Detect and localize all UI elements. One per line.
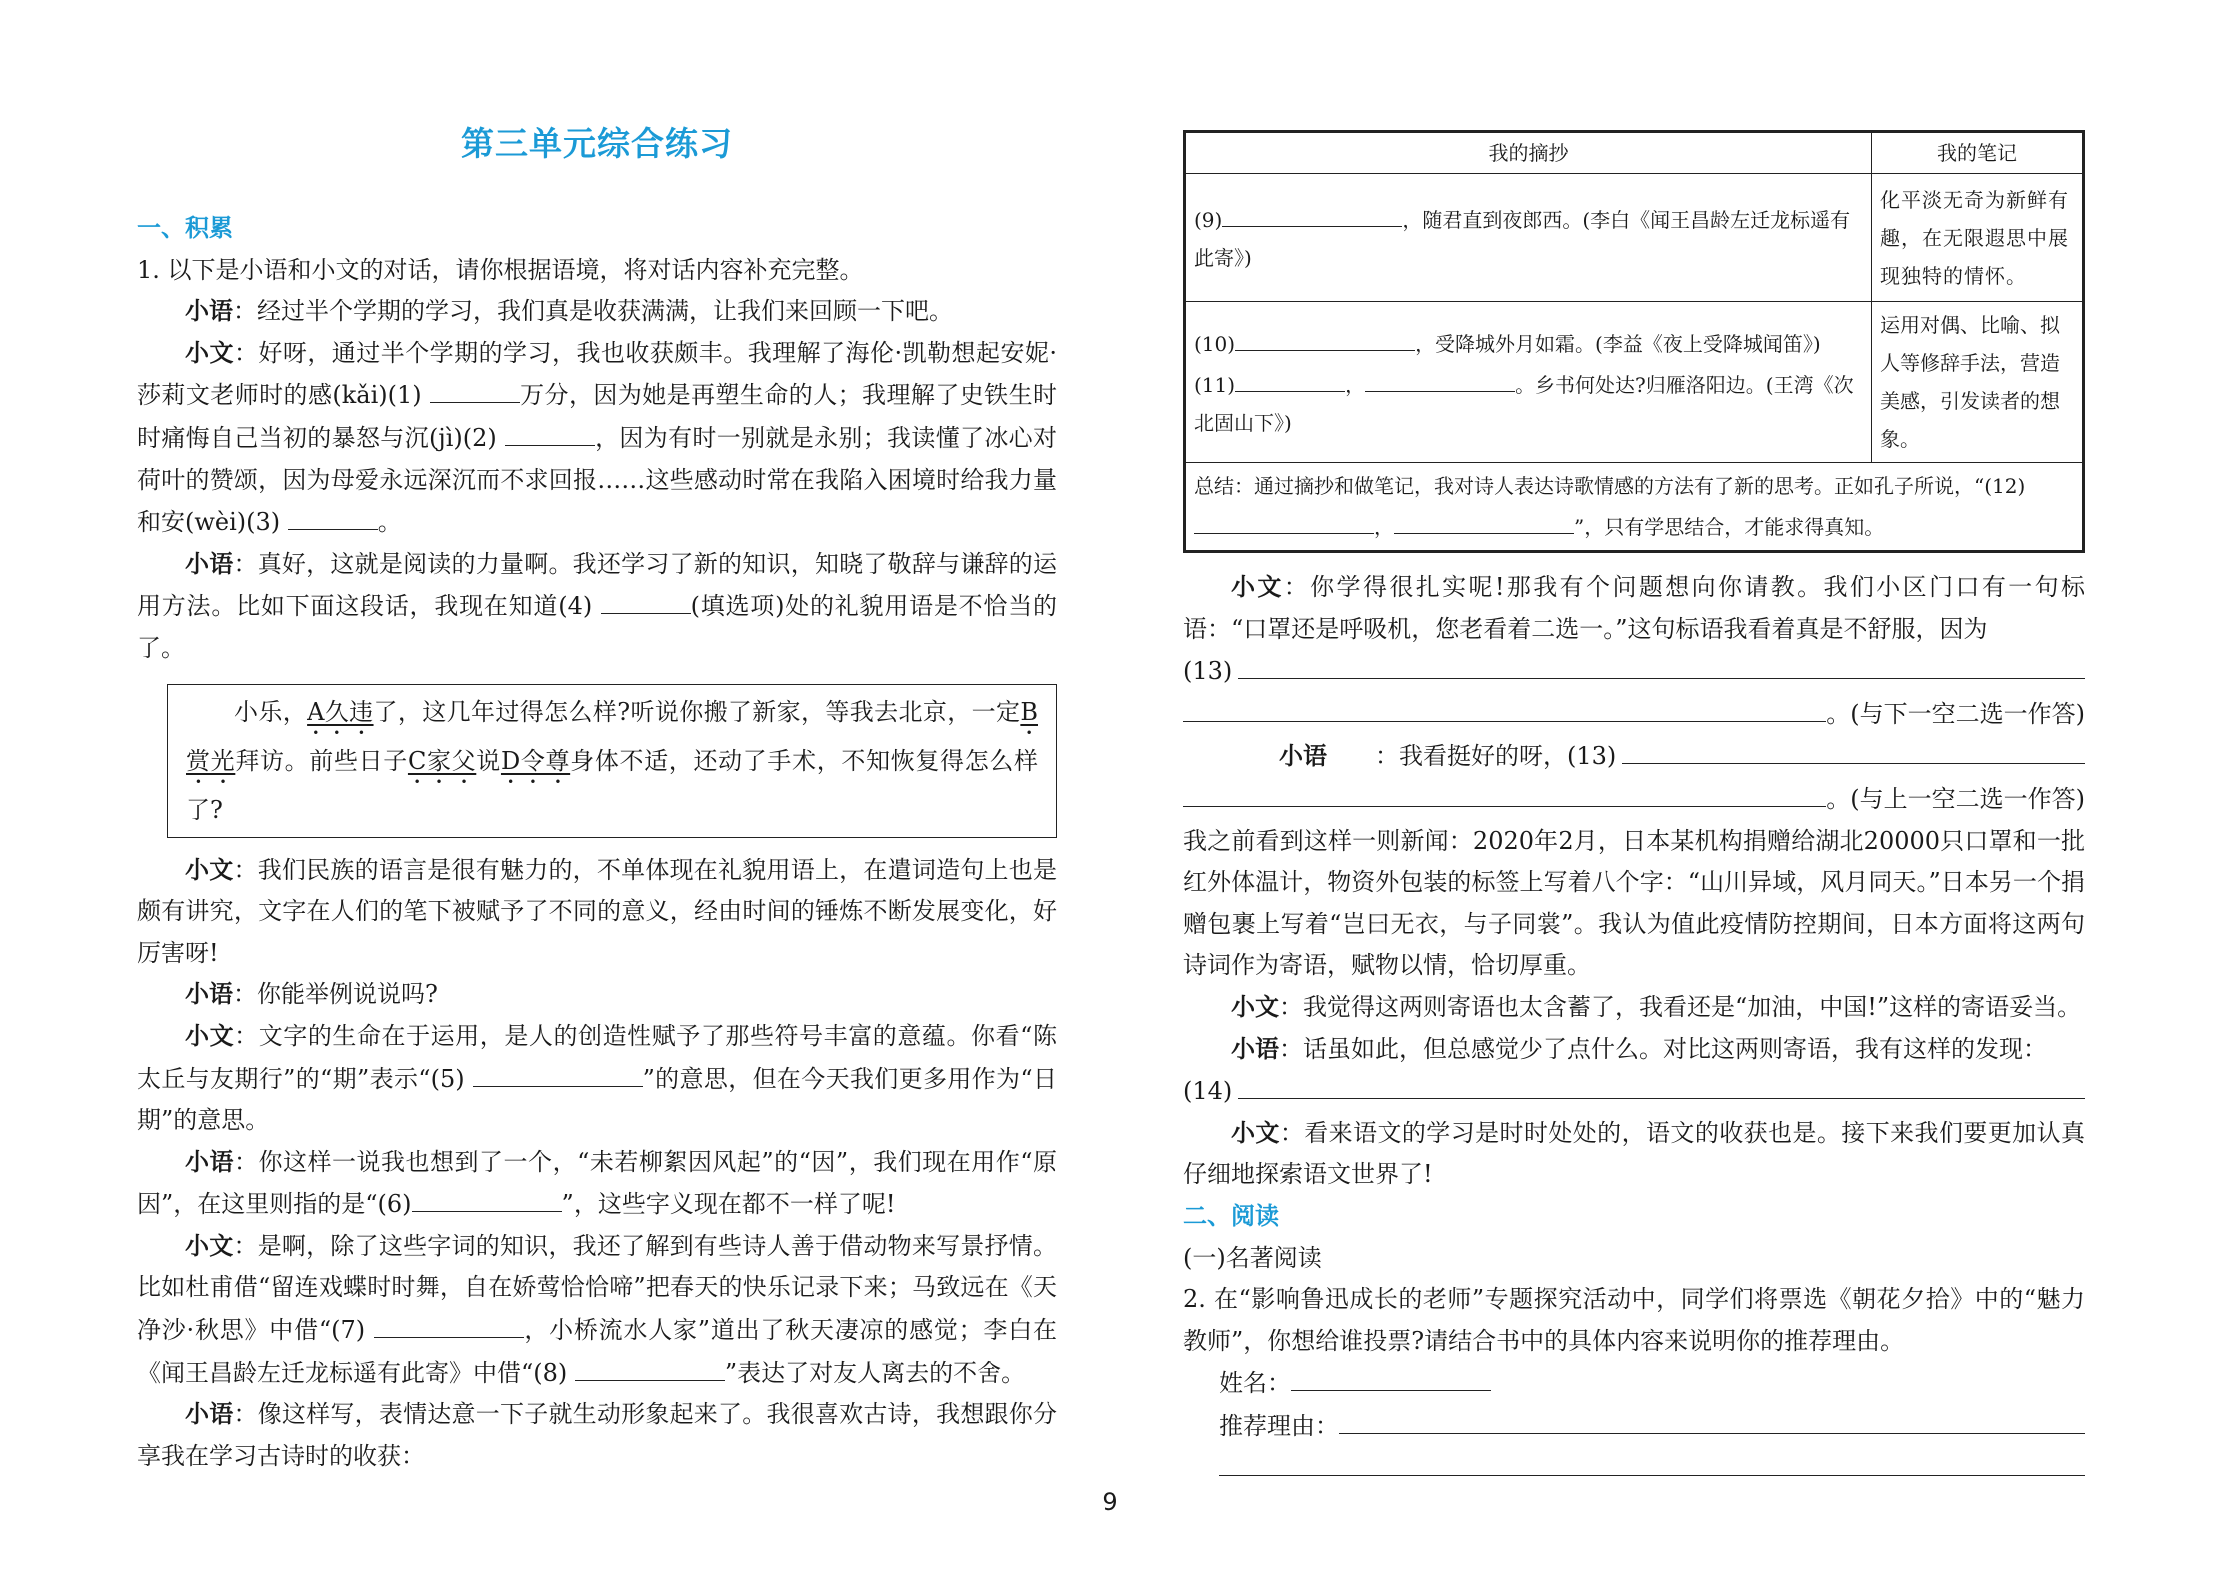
- right-content: [1183, 130, 2085, 1476]
- reason-input-line-2[interactable]: [1219, 1447, 2085, 1476]
- summary-text: ，: [1374, 515, 1394, 539]
- table-header-excerpt: 我的摘抄: [1186, 133, 1872, 174]
- name-input-line[interactable]: [1291, 1362, 1491, 1391]
- excerpt-text: ，: [1345, 373, 1366, 397]
- option-c: C家父: [407, 746, 477, 775]
- dialogue-line-4: [137, 850, 1057, 975]
- speaker-label: 小文: [1231, 1118, 1280, 1147]
- item-number: (10): [1194, 332, 1236, 356]
- option-a: A久违: [307, 697, 374, 726]
- blank-12a[interactable]: [1194, 505, 1374, 534]
- excerpt-text: 。乡书何处达?归雁洛阳边。(王湾《次北固山下》): [1194, 373, 1854, 435]
- item-number: (9): [1194, 208, 1223, 232]
- answer-line-14: [1183, 1070, 2085, 1113]
- dialogue-line-7: [137, 1142, 1057, 1226]
- blank-7[interactable]: [374, 1309, 524, 1338]
- reason-field-row-2: [1183, 1447, 2085, 1476]
- answer-line-13a-cont: [1183, 693, 2085, 736]
- item-number: (14): [1183, 1077, 1233, 1106]
- speaker-label: 小文: [185, 338, 234, 367]
- answer-line-13b-cont: [1183, 778, 2085, 821]
- speaker-label: 小语: [185, 1400, 234, 1429]
- answer-line-13a: [1183, 650, 2085, 693]
- speaker-label: 小语: [1231, 1034, 1279, 1063]
- summary-text: ”，只有学思结合，才能求得真知。: [1574, 515, 1885, 539]
- speaker-label: 小文: [1231, 992, 1279, 1021]
- page-title: 第三单元综合练习: [461, 124, 733, 163]
- dialogue-text: ：你学得很扎实呢!那我有个问题想向你请教。我们小区门口有一句标语：“口罩还是呼吸机，您老看着二选一。”这句标语我看着真是不舒服，因为: [1183, 573, 2085, 643]
- blank-13b-line2[interactable]: [1183, 778, 1826, 807]
- news-paragraph: 我之前看到这样一则新闻：2020年2月，日本某机构捐赠给湖北20000只口罩和一批红外体温计，物资外包装的标签上写着八个字：“山川异域，风月同天。”日本另一个捐赠包裹上写着“岂曰无衣，与子同裳”。我认为值此疫情防控期间，日本方面将这两句诗词作为寄语，赋物以情，恰切厚重。: [1183, 826, 2085, 980]
- blank-12b[interactable]: [1394, 505, 1574, 534]
- left-content: [137, 208, 1057, 1477]
- dialogue-text: ”表达了对友人离去的不舍。: [724, 1358, 1026, 1387]
- box-text: 拜访。前些日子: [235, 746, 408, 775]
- box-text: 了，这几年过得怎么样?听说你搬了新家，等我去北京，一定: [373, 697, 1021, 726]
- reason-label: 推荐理由：: [1219, 1411, 1339, 1440]
- right-dialogue: [1183, 567, 2085, 1476]
- speaker-label: 小语: [185, 549, 234, 578]
- table-summary-row: [1186, 463, 2083, 551]
- dialogue-text: ：我们民族的语言是很有魅力的，不单体现在礼貌用语上，在遣词造句上也是颇有讲究，文字在人们的笔下被赋予了不同的意义，经由时间的锤炼不断发展变化，好厉害呀!: [137, 855, 1058, 967]
- dialogue-text: ：像这样写，表情达意一下子就生动形象起来了。我很喜欢古诗，我想跟你分享我在学习古诗时的收获：: [137, 1400, 1058, 1470]
- table-cell-note-1: 化平淡无奇为新鲜有趣，在无限遐思中展现独特的情怀。: [1872, 174, 2083, 302]
- item-number: (11): [1194, 373, 1236, 397]
- dialogue-line-5: [137, 974, 1057, 1016]
- subsection-heading: (一)名著阅读: [1183, 1243, 1322, 1272]
- speaker-label: 小文: [1231, 573, 1284, 601]
- notes-table: [1185, 132, 2083, 551]
- question-2-stem: 2. 在“影响鲁迅成长的老师”专题探究活动中，同学们将票选《朝花夕拾》中的“魅力教师”，你想给谁投票?请结合书中的具体内容来说明你的推荐理由。: [1183, 1285, 2085, 1355]
- blank-9[interactable]: [1222, 198, 1402, 227]
- dialogue-text: ：好呀，通过半个学期的学习，我也收获颇丰。我理解了海伦·凯勒想起安妮·莎莉文老师时的感(kǎi)(1): [137, 338, 1057, 410]
- dialogue-line-9: [137, 1394, 1057, 1477]
- blank-11b[interactable]: [1365, 363, 1515, 392]
- name-label: 姓名：: [1219, 1369, 1291, 1398]
- speaker-label: 小语: [185, 980, 233, 1009]
- box-text: 身体不适，还动了手术，不知恢复得怎么样了?: [186, 746, 1039, 824]
- blank-10[interactable]: [1235, 322, 1415, 351]
- dialogue-text: 万分，因为她是再塑生命的人；我理解了史铁生时时痛悔自己当初的暴怒与沉(jì)(2): [137, 381, 1058, 452]
- dialogue-line-13: [1183, 1029, 2085, 1071]
- blank-13a-line1[interactable]: [1238, 650, 2085, 679]
- blank-14[interactable]: [1238, 1070, 2085, 1099]
- table-cell-excerpt-2: [1186, 302, 1872, 463]
- note-text: 。(与上一空二选一作答): [1826, 784, 2085, 813]
- dialogue-text: ，小桥流水人家”道出了秋天凄凉的感觉；李白在《闻王昌龄左迁龙标遥有此寄》中借“(8): [137, 1316, 1057, 1387]
- dialogue-text: ”的意思，但在今天我们更多用作为“日期”的意思。: [137, 1064, 1057, 1135]
- dialogue-text: ：看来语文的学习是时时处处的，语文的收获也是。接下来我们要更加认真仔细地探索语文世界了!: [1183, 1118, 2086, 1189]
- dialogue-text: ：你这样一说我也想到了一个，“未若柳絮因风起”的“因”，我们现在用作“原因”，在这里则指的是“(6): [137, 1147, 1057, 1219]
- blank-1[interactable]: [430, 374, 520, 403]
- table-cell-excerpt-1: [1186, 174, 1872, 302]
- dialogue-text: (填选项)处的礼貌用语是不恰当的了。: [137, 592, 1057, 662]
- dialogue-text: ：我看挺好的呀，(13): [1375, 742, 1617, 771]
- dialogue-line-8: [137, 1226, 1057, 1394]
- summary-text: 总结：通过摘抄和做笔记，我对诗人表达诗歌情感的方法有了新的思考。正如孔子所说，“(12): [1194, 474, 2026, 498]
- name-field-row: [1183, 1362, 2085, 1405]
- option-d: D令尊: [500, 746, 571, 775]
- blank-2[interactable]: [505, 417, 595, 446]
- item-number: (13): [1183, 657, 1233, 686]
- section-heading-reading: 二、阅读: [1183, 1201, 1279, 1230]
- dialogue-text: ：经过半个学期的学习，我们真是收获满满，让我们来回顾一下吧。: [233, 297, 953, 326]
- reason-input-line-1[interactable]: [1339, 1405, 2085, 1434]
- speaker-label: 小文: [185, 855, 234, 884]
- reason-field-row: [1183, 1405, 2085, 1448]
- note-text: 。(与下一空二选一作答): [1826, 699, 2085, 728]
- dialogue-text: ：文字的生命在于运用，是人的创造性赋予了那些符号丰富的意蕴。你看“陈太丘与友期行”的“期”表示“(5): [137, 1021, 1057, 1093]
- dialogue-text: ：我觉得这两则寄语也太含蓄了，我看还是“加油，中国!”这样的寄语妥当。: [1279, 992, 2082, 1021]
- speaker-label: 小文: [185, 1231, 234, 1260]
- blank-6[interactable]: [412, 1183, 562, 1212]
- notes-table-wrapper: [1183, 130, 2085, 553]
- dialogue-line-3: [137, 544, 1057, 670]
- blank-5[interactable]: [473, 1058, 643, 1087]
- dialogue-line-6: [137, 1016, 1057, 1142]
- question-1-stem: 1. 以下是小语和小文的对话，请你根据语境，将对话内容补充完整。: [137, 255, 864, 284]
- blank-13b-line1[interactable]: [1622, 735, 2085, 764]
- blank-13a-line2[interactable]: [1183, 693, 1826, 722]
- dialogue-line-10: [1183, 567, 2085, 650]
- speaker-label: 小语: [185, 297, 233, 326]
- dialogue-line-11: [1183, 735, 2085, 778]
- dialogue-line-1: [137, 291, 1057, 333]
- dialogue-text: ，因为有时一别就是永别；我读懂了冰心对荷叶的赞颂，因为母爱永远深沉而不求回报……这些感动时常在我陷入困境时给我力量和安(wèi)(3): [137, 423, 1058, 537]
- section-heading-accumulation: 一、积累: [137, 214, 233, 242]
- dialogue-text: 。: [377, 508, 402, 537]
- sample-passage-box: [167, 684, 1057, 838]
- table-cell-note-2: 运用对偶、比喻、拟人等修辞手法，营造美感，引发读者的想象。: [1872, 302, 2083, 463]
- page-number: 9: [1102, 1488, 1118, 1516]
- box-text: 小乐，: [234, 697, 308, 726]
- blank-11a[interactable]: [1235, 363, 1345, 392]
- excerpt-text: ，受降城外月如霜。(李益《夜上受降城闻笛》): [1415, 332, 1821, 356]
- blank-8[interactable]: [575, 1352, 725, 1381]
- excerpt-text: ，随君直到夜郎西。(李白《闻王昌龄左迁龙标遥有此寄》): [1194, 208, 1851, 270]
- table-header-notes: 我的笔记: [1872, 133, 2083, 174]
- speaker-label: 小语: [185, 1147, 235, 1176]
- box-text: 说: [476, 746, 501, 775]
- dialogue-line-14: [1183, 1113, 2085, 1196]
- speaker-label: 小语: [1279, 742, 1327, 771]
- dialogue-text: ”，这些字义现在都不一样了呢!: [561, 1190, 896, 1219]
- dialogue-line-12: [1183, 987, 2085, 1029]
- dialogue-text: ：你能举例说说吗?: [233, 980, 438, 1009]
- dialogue-text: ：话虽如此，但总感觉少了点什么。对比这两则寄语，我有这样的发现：: [1279, 1034, 2047, 1063]
- speaker-label: 小文: [185, 1021, 235, 1050]
- blank-4[interactable]: [601, 585, 691, 614]
- dialogue-text: ：是啊，除了这些字词的知识，我还了解到有些诗人善于借动物来写景抒情。比如杜甫借“留连戏蝶时时舞，自在娇莺恰恰啼”把春天的快乐记录下来；马致远在《天净沙·秋思》中借“(7): [137, 1231, 1058, 1345]
- dialogue-line-2: [137, 333, 1057, 544]
- option-b: B赏光: [186, 697, 1038, 775]
- blank-3[interactable]: [288, 501, 378, 530]
- dialogue-text: ：真好，这就是阅读的力量啊。我还学习了新的知识，知晓了敬辞与谦辞的运用方法。比如下面这段话，我现在知道(4): [137, 549, 1058, 621]
